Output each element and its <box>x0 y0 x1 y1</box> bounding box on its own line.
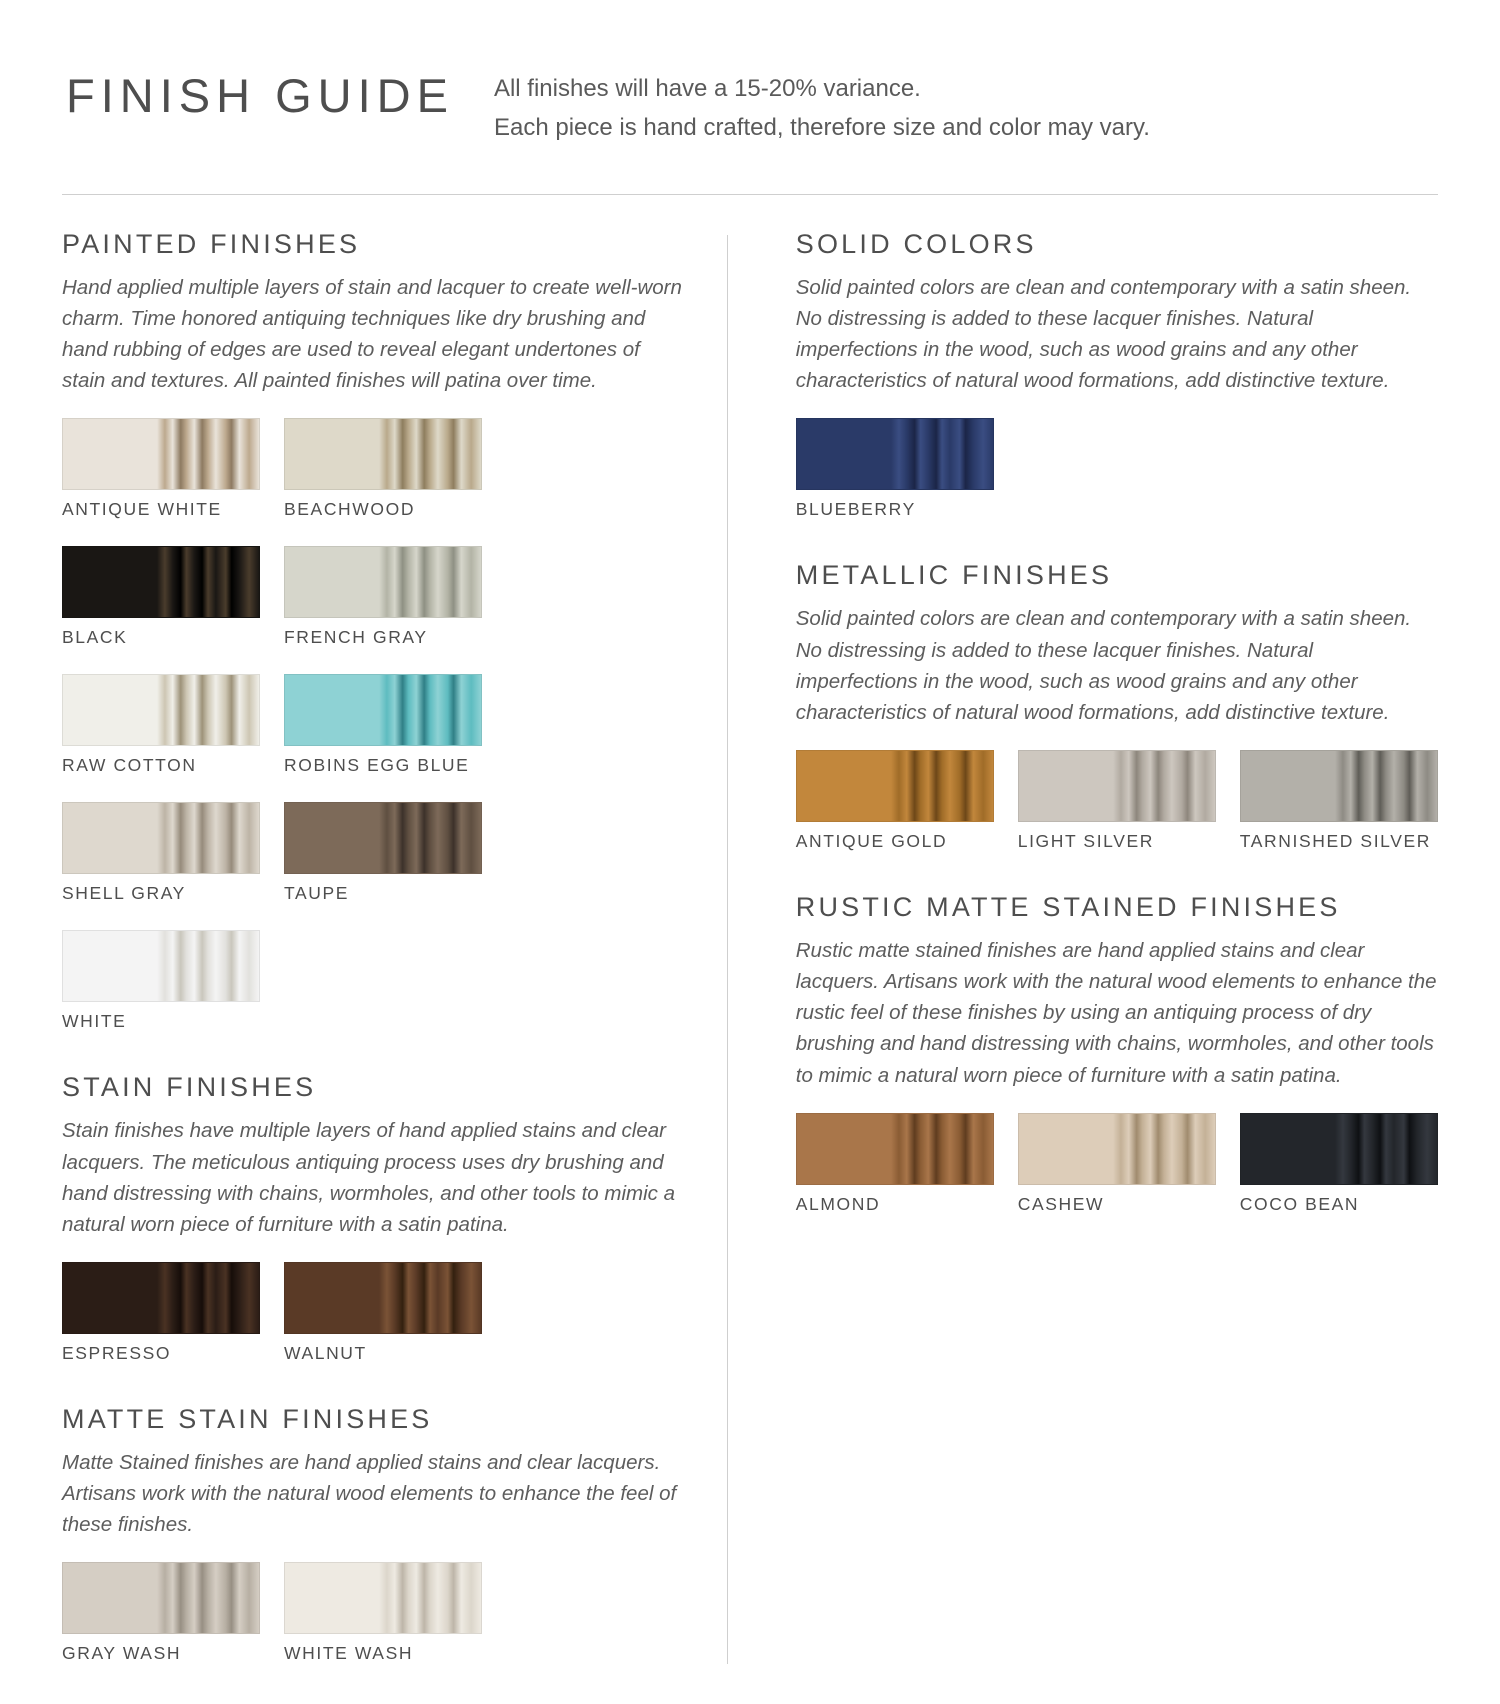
finish-swatch-color <box>1018 750 1216 822</box>
finish-swatch-color <box>796 418 994 490</box>
header-note-line-2: Each piece is hand crafted, therefore size and color may vary. <box>493 113 1150 141</box>
finish-swatch-label: COCO BEAN <box>1239 1193 1360 1214</box>
section-stain-finishes <box>62 1072 687 1364</box>
section-desc-painted: Hand applied multiple layers of stain and lacquer to create well-worn charm. Time honored antiquing techniques like dry brushing and hand rubbing of edges are used to reveal elegant undertones of stain and textures. All painted finishes will patina over time. <box>62 275 682 393</box>
finish-swatch[interactable] <box>62 802 260 904</box>
finish-swatch-label: ALMOND <box>795 1193 881 1214</box>
finish-swatch[interactable] <box>62 674 260 776</box>
wood-grain-texture <box>63 419 259 489</box>
finish-swatch-label: WHITE <box>62 1011 127 1032</box>
finish-swatch-color <box>796 1113 994 1185</box>
wood-grain-texture <box>63 1263 259 1333</box>
header-note-line-1: All finishes will have a 15-20% variance. <box>493 75 921 102</box>
finish-swatch-color <box>62 802 260 874</box>
finish-swatch-color <box>62 1562 260 1634</box>
finish-swatch-label: TARNISHED SILVER <box>1239 831 1431 851</box>
right-column <box>728 229 1438 1704</box>
finish-swatch[interactable] <box>62 418 260 520</box>
finish-swatch-label: WALNUT <box>284 1343 367 1363</box>
section-desc-matte-stain: Matte Stained finishes are hand applied stains and clear lacquers. Artisans work with the natural wood elements to enhance the feel of these finishes. <box>62 1451 677 1537</box>
finish-swatch[interactable] <box>1018 1113 1216 1215</box>
finish-swatch-label: GRAY WASH <box>62 1643 182 1664</box>
finish-swatch-color <box>1240 750 1438 822</box>
wood-grain-texture <box>797 1114 993 1184</box>
wood-grain-texture <box>63 547 259 617</box>
section-title-stain: STAIN FINISHES <box>62 1072 317 1103</box>
left-column <box>62 229 727 1704</box>
swatch-grid-stain <box>62 1262 687 1364</box>
finish-swatch-color <box>284 546 482 618</box>
finish-swatch[interactable] <box>284 1262 482 1364</box>
wood-grain-texture <box>285 1563 481 1633</box>
finish-swatch-color <box>284 674 482 746</box>
finish-swatch[interactable] <box>796 418 994 520</box>
section-rustic-matte-stained-finishes <box>796 892 1438 1215</box>
finish-swatch-label: ROBINS EGG BLUE <box>284 755 470 776</box>
finish-swatch-color <box>284 1262 482 1334</box>
finish-swatch-label: BLUEBERRY <box>795 499 916 520</box>
finish-swatch-color <box>284 802 482 874</box>
section-matte-stain-finishes <box>62 1404 687 1664</box>
section-desc-solid: Solid painted colors are clean and contemporary with a satin sheen. No distressing is added to these lacquer finishes. Natural imperfections in the wood, such as wood grains and any other characteristics of natural wood formations, add distinctive texture. <box>795 275 1412 393</box>
swatch-grid-metallic <box>796 750 1438 852</box>
section-desc-stain: Stain finishes have multiple layers of hand applied stains and clear lacquers. The meticulous antiquing process uses dry brushing and hand distressing with chains, wormholes, and other tools to mimic a natural worn piece of furniture with a satin patina. <box>62 1119 676 1236</box>
swatch-grid-rustic <box>796 1113 1438 1215</box>
finish-swatch[interactable] <box>62 546 260 648</box>
finish-swatch[interactable] <box>1240 750 1438 852</box>
finish-swatch-color <box>1018 1113 1216 1185</box>
finish-swatch-color <box>1240 1113 1438 1185</box>
finish-swatch[interactable] <box>284 1562 482 1664</box>
finish-swatch[interactable] <box>62 1262 260 1364</box>
swatch-grid-painted <box>62 418 687 1032</box>
wood-grain-texture <box>797 419 993 489</box>
section-title-rustic: RUSTIC MATTE STAINED FINISHES <box>795 892 1341 922</box>
finish-swatch-label: ANTIQUE WHITE <box>62 499 222 520</box>
finish-swatch-label: ANTIQUE GOLD <box>795 831 948 851</box>
finish-swatch[interactable] <box>284 802 482 904</box>
swatch-grid-matte-stain <box>62 1562 687 1664</box>
wood-grain-texture <box>1019 751 1215 821</box>
page-title: FINISH GUIDE <box>66 69 454 122</box>
section-desc-rustic: Rustic matte stained finishes are hand applied stains and clear lacquers. Artisans work with the natural wood elements to enhance the rustic feel of these finishes by using an antiquing process of dry brushing and hand distressing with chains, wormholes, and other tools to mimic a natural worn piece of furniture with a satin patina. <box>795 939 1437 1087</box>
section-title-painted: PAINTED FINISHES <box>62 228 361 259</box>
finish-swatch-color <box>62 1262 260 1334</box>
finish-swatch-color <box>284 418 482 490</box>
swatch-grid-solid <box>796 418 1438 520</box>
finish-swatch-label: RAW COTTON <box>62 755 197 776</box>
wood-grain-texture <box>63 803 259 873</box>
wood-grain-texture <box>1241 751 1437 821</box>
section-metallic-finishes <box>796 560 1438 852</box>
wood-grain-texture <box>285 547 481 617</box>
wood-grain-texture <box>63 1563 259 1633</box>
finish-swatch-label: WHITE WASH <box>284 1643 414 1664</box>
finish-swatch[interactable] <box>1018 750 1216 852</box>
wood-grain-texture <box>63 931 259 1001</box>
finish-swatch[interactable] <box>1240 1113 1438 1215</box>
section-title-metallic: METALLIC FINISHES <box>795 560 1113 591</box>
finish-swatch-label: BEACHWOOD <box>284 499 416 520</box>
wood-grain-texture <box>285 1263 481 1333</box>
wood-grain-texture <box>797 751 993 821</box>
header-divider <box>62 194 1438 195</box>
content-columns <box>62 229 1438 1704</box>
section-title-matte-stain: MATTE STAIN FINISHES <box>62 1404 433 1434</box>
section-solid-colors <box>796 229 1438 521</box>
finish-swatch-label: SHELL GRAY <box>62 883 186 904</box>
finish-swatch[interactable] <box>284 418 482 520</box>
finish-swatch[interactable] <box>284 546 482 648</box>
finish-swatch-label: ESPRESSO <box>62 1343 172 1363</box>
page-header <box>62 60 1438 148</box>
wood-grain-texture <box>1241 1114 1437 1184</box>
wood-grain-texture <box>285 675 481 745</box>
wood-grain-texture <box>285 419 481 489</box>
finish-swatch-color <box>62 418 260 490</box>
wood-grain-texture <box>63 675 259 745</box>
finish-swatch[interactable] <box>796 750 994 852</box>
finish-swatch[interactable] <box>62 930 260 1032</box>
finish-swatch-label: TAUPE <box>284 883 350 904</box>
finish-swatch[interactable] <box>796 1113 994 1215</box>
section-title-solid: SOLID COLORS <box>795 228 1037 259</box>
wood-grain-texture <box>285 803 481 873</box>
finish-swatch-color <box>284 1562 482 1634</box>
finish-swatch[interactable] <box>284 674 482 776</box>
finish-swatch-label: CASHEW <box>1017 1193 1105 1214</box>
finish-swatch-color <box>796 750 994 822</box>
section-desc-metallic: Solid painted colors are clean and contemporary with a satin sheen. No distressing is added to these lacquer finishes. Natural imperfections in the wood, such as wood grains and any other characteristics of natural wood formations, add distinctive texture. <box>795 607 1412 724</box>
finish-swatch-label: LIGHT SILVER <box>1017 831 1154 851</box>
header-notes <box>494 60 1150 148</box>
finish-swatch-label: FRENCH GRAY <box>284 627 428 648</box>
finish-swatch-color <box>62 930 260 1002</box>
finish-swatch-label: BLACK <box>62 627 128 648</box>
section-painted-finishes <box>62 229 687 1033</box>
finish-swatch[interactable] <box>62 1562 260 1664</box>
finish-swatch-color <box>62 546 260 618</box>
wood-grain-texture <box>1019 1114 1215 1184</box>
finish-swatch-color <box>62 674 260 746</box>
